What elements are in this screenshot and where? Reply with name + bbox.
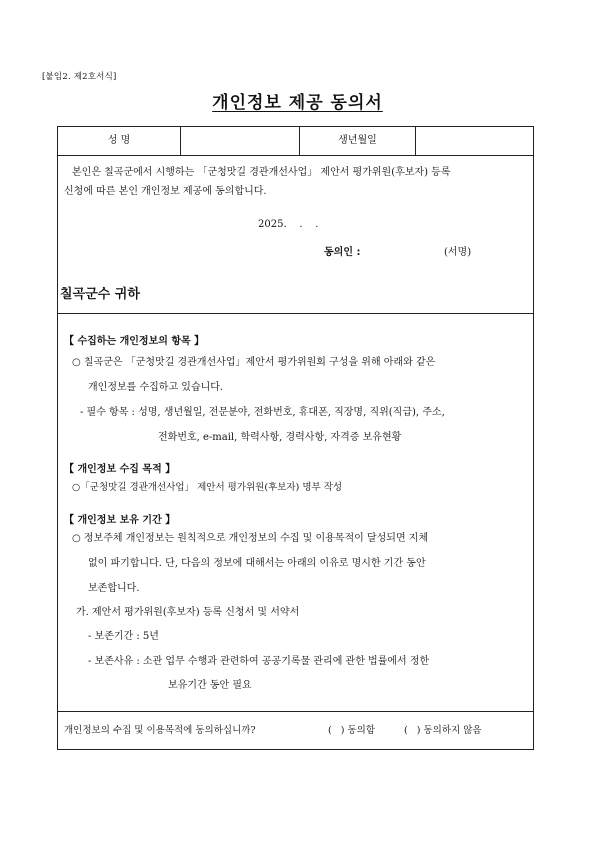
section-divider xyxy=(58,711,533,712)
attachment-label: [붙임2. 제2호서식] xyxy=(42,72,117,82)
items-line-1: - 필수 항목 : 성명, 생년월일, 전문분야, 전화번호, 휴대폰, 직장명, 직위(직급), 주소, xyxy=(80,407,445,418)
retention-line-2: 없이 파기합니다. 단, 다음의 정보에 대해서는 아래의 이유로 명시한 기간 동안 xyxy=(88,558,426,569)
collect-line-1: ○ 칠곡군은 「군청맛길 경관개선사업」제안서 평가위원회 구성을 위해 아래와 같은 xyxy=(72,357,436,368)
collect-line-2: 개인정보를 수집하고 있습니다. xyxy=(88,382,224,393)
consent-question: 개인정보의 수집 및 이용목적에 동의하십니까? xyxy=(64,725,256,736)
consent-form xyxy=(57,126,534,750)
intro-line-2: 신청에 따른 본인 개인정보 제공에 동의합니다. xyxy=(64,186,267,197)
signature-label[interactable]: (서명) xyxy=(444,247,472,258)
consenter-label: 동의인 : xyxy=(324,247,361,258)
retention-heading: 【 개인정보 보유 기간 】 xyxy=(64,515,176,526)
name-field[interactable] xyxy=(181,127,299,155)
purpose-line: ○「군청맛길 경관개선사업」 제안서 평가위원(후보자) 명부 작성 xyxy=(72,482,343,493)
name-label: 성 명 xyxy=(107,135,131,146)
title-text: 개인정보 제공 동의서 xyxy=(212,93,383,113)
section-divider xyxy=(58,313,533,314)
addressee: 칠곡군수 귀하 xyxy=(60,287,140,302)
collect-heading: 【 수집하는 개인정보의 항목 】 xyxy=(64,336,205,347)
retention-line-1: ○ 정보주체 개인정보는 원칙적으로 개인정보의 수집 및 이용목적이 달성되면 지체 xyxy=(72,533,429,544)
purpose-heading: 【 개인정보 수집 목적 】 xyxy=(64,464,176,475)
retention-reason-2: 보유기간 동안 필요 xyxy=(168,680,252,691)
page-title xyxy=(0,88,595,113)
birth-field[interactable] xyxy=(416,127,533,155)
retention-line-3: 보존합니다. xyxy=(88,583,140,594)
retention-period: - 보존기간 : 5년 xyxy=(88,631,159,642)
birth-label: 생년월일 xyxy=(338,135,377,146)
date-field[interactable]: 2025. . . xyxy=(258,219,319,230)
disagree-option[interactable]: ( ) 동의하지 않음 xyxy=(404,725,482,736)
intro-line-1: 본인은 칠곡군에서 시행하는 「군청맛길 경관개선사업」 제안서 평가위원(후보자) 등록 xyxy=(72,167,451,178)
items-line-2: 전화번호, e-mail, 학력사항, 경력사항, 자격증 보유현황 xyxy=(158,432,402,443)
retention-item-a: 가. 제안서 평가위원(후보자) 등록 신청서 및 서약서 xyxy=(76,607,300,618)
agree-option[interactable]: ( ) 동의함 xyxy=(328,725,376,736)
retention-reason-1: - 보존사유 : 소관 업무 수행과 관련하여 공공기록물 관리에 관한 법률에서 정한 xyxy=(88,656,430,667)
header-row xyxy=(58,127,533,156)
